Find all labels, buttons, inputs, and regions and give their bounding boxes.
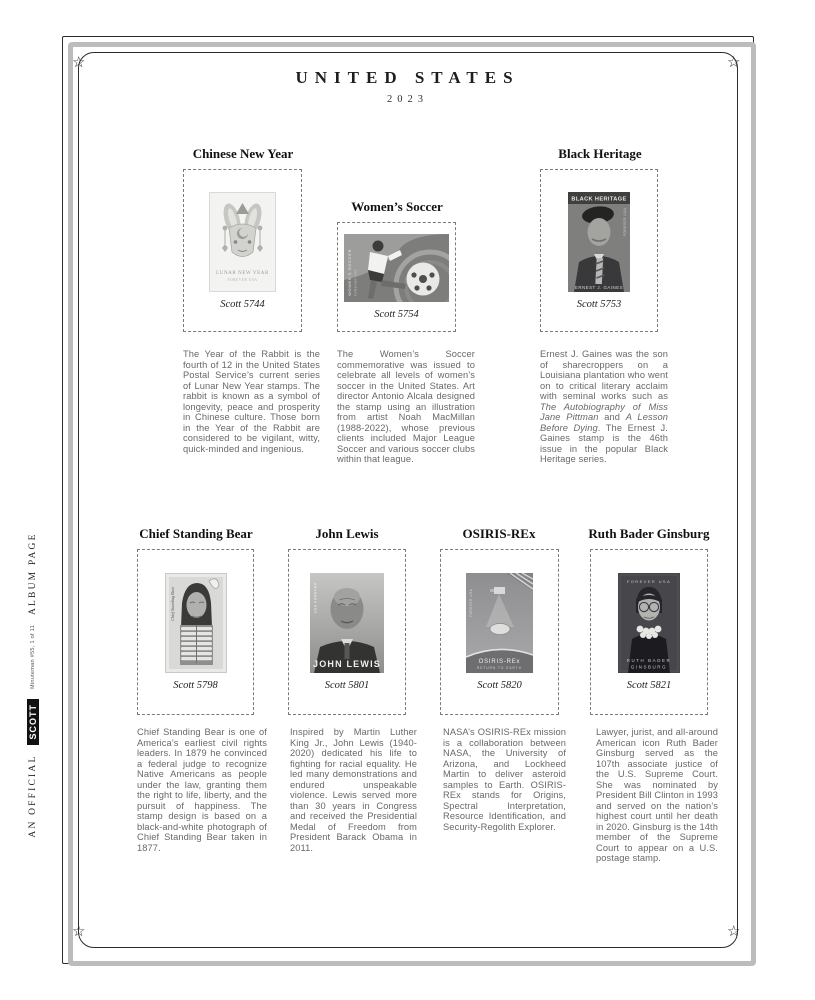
scott-logo: SCOTT bbox=[27, 699, 39, 745]
stamp-inscription: BLACK HERITAGE bbox=[571, 196, 627, 202]
scott-number: Scott 5801 bbox=[324, 680, 370, 691]
black-heritage-stamp-image bbox=[568, 192, 630, 292]
scott-number: Scott 5754 bbox=[374, 309, 419, 320]
stamp-inscription: FOREVER USA bbox=[623, 207, 627, 236]
stamp-box bbox=[590, 549, 708, 715]
stamp-box bbox=[288, 549, 406, 715]
scott-number: Scott 5744 bbox=[220, 298, 265, 310]
womens-soccer-stamp-image bbox=[344, 234, 449, 302]
stamp-inscription: RETURN TO EARTH bbox=[476, 666, 523, 670]
stamp-inscription: LUNAR NEW YEAR bbox=[216, 270, 269, 276]
corner-star-icon: ☆ bbox=[72, 54, 86, 71]
john-lewis-stamp-image bbox=[310, 573, 384, 673]
section-description: The Year of the Rabbit is the fourth of 12 in the United States Postal Service’s current series of Lunar New Year stamps. The rabbit is known as a symbol of longevity, peace and prosperity in Chinese culture. Those born in the Year of the Rabbit are considered to be vigilant, witty, quick-minded and ingenious. bbox=[183, 349, 320, 454]
stamp-box bbox=[440, 549, 559, 715]
stamp-inscription: WOMEN'S SOCCER bbox=[347, 248, 352, 296]
album-page-label: ALBUM PAGE bbox=[28, 532, 38, 616]
section-description: Chief Standing Bear is one of America’s earliest civil rights leaders. In 1879 he convinced a federal judge to recognize Native Americans as people under the law, granting them the right to life, liberty, and the pursuit of happiness. The stamp design is based on a black-and-white photograph of Chief Standing Bear taken in 1877. bbox=[137, 727, 267, 853]
section-title: Women’s Soccer bbox=[351, 199, 443, 214]
stamp-inscription: Chief Standing Bear bbox=[169, 586, 175, 621]
section-description: Lawyer, jurist, and all-around American icon Ruth Bader Ginsburg served as the 107th associate justice of the U.S. Supreme Court. She was nominated by President Bill Clinton in 1993 and served on the nation’s highest court until her death in 2020. Ginsburg is the 14th member of the Supreme Court to appear on a U.S. postage stamp. bbox=[596, 727, 718, 863]
section-title: John Lewis bbox=[315, 526, 379, 541]
section-description: Inspired by Martin Luther King Jr., John Lewis (1940-2020) dedicated his life to fighting for racial equality. He led many demonstrations and endured unspeakable violence. Lewis served more than 30 years in Congress and received the Presidential Medal of Freedom from President Barack Obama in 2011. bbox=[290, 727, 417, 853]
official-label: AN OFFICIAL bbox=[28, 754, 38, 838]
section-title: Black Heritage bbox=[558, 146, 642, 161]
section-description: NASA’s OSIRIS-REx mission is a collaboration between NASA, the University of Arizona, and Lockheed Martin to deliver asteroid samples to Earth. OSIRIS-REx stands for Origins, Spectral Interpretation, Resource Identification, and Security-Regolith Explorer. bbox=[443, 727, 566, 832]
ruth-bader-ginsburg-stamp-image bbox=[618, 573, 680, 673]
stamp-inscription: FOREVER USA bbox=[626, 579, 672, 584]
section-title: OSIRIS-REx bbox=[462, 526, 536, 541]
section-description: The Women’s Soccer commemorative was issued to celebrate all levels of women’s soccer in the United States. Art director Antonio Alcala designed the stamp using an illustration from artist Noah MacMillan (1988-2022), whose previous clients included Major League Soccer and various soccer clubs within that league. bbox=[337, 349, 475, 464]
stamp-box bbox=[183, 169, 302, 332]
section-description: Ernest J. Gaines was the son of sharecroppers on a Louisiana plantation who went on to critical literary acclaim with seminal works such as The Autobiography of Miss Jane Pittman and A Lesson Before Dying. The Ernest J. Gaines stamp is the 46th issue in the popular Black Heritage series. bbox=[540, 349, 668, 464]
rabbit-mask-art bbox=[220, 201, 264, 256]
scott-number: Scott 5820 bbox=[477, 680, 522, 691]
stamp-inscription: FOREVER USA bbox=[353, 268, 358, 296]
corner-star-icon: ☆ bbox=[72, 923, 86, 940]
sidebar-vertical-imprint bbox=[21, 532, 45, 838]
stamp-inscription: FOREVER USA bbox=[227, 277, 258, 282]
stamp-inscription: RUTH BADER bbox=[626, 658, 672, 663]
scott-number: Scott 5821 bbox=[626, 680, 672, 691]
page-year: 2023 bbox=[387, 94, 428, 105]
corner-star-icon: ☆ bbox=[727, 54, 741, 71]
stamp-inscription: JOHN LEWIS bbox=[312, 659, 382, 669]
scott-number: Scott 5753 bbox=[576, 298, 622, 310]
osiris-rex-stamp-image bbox=[466, 573, 533, 673]
stamp-box bbox=[137, 549, 254, 715]
edition-note: Minuteman #55, 1 of 11 bbox=[30, 625, 36, 690]
stamp-inscription: OSIRIS-REx bbox=[478, 659, 521, 665]
stamp-inscription: GINSBURG bbox=[630, 664, 668, 670]
stamp-box bbox=[337, 222, 456, 332]
chief-standing-bear-stamp-image bbox=[165, 573, 227, 673]
section-title: Chinese New Year bbox=[192, 146, 294, 161]
stamp-inscription: ERNEST J. GAINES bbox=[574, 284, 624, 290]
stamp-inscription: FOREVER USA bbox=[469, 588, 473, 617]
stamp-box bbox=[540, 169, 658, 332]
scott-number: Scott 5798 bbox=[173, 680, 218, 691]
section-title: Ruth Bader Ginsburg bbox=[588, 526, 710, 541]
chinese-new-year-stamp-image bbox=[209, 192, 276, 292]
corner-star-icon: ☆ bbox=[727, 923, 741, 940]
section-title: Chief Standing Bear bbox=[139, 526, 253, 541]
stamp-inscription: USA FOREVER bbox=[313, 582, 318, 613]
page-title: UNITED STATES bbox=[295, 68, 520, 87]
